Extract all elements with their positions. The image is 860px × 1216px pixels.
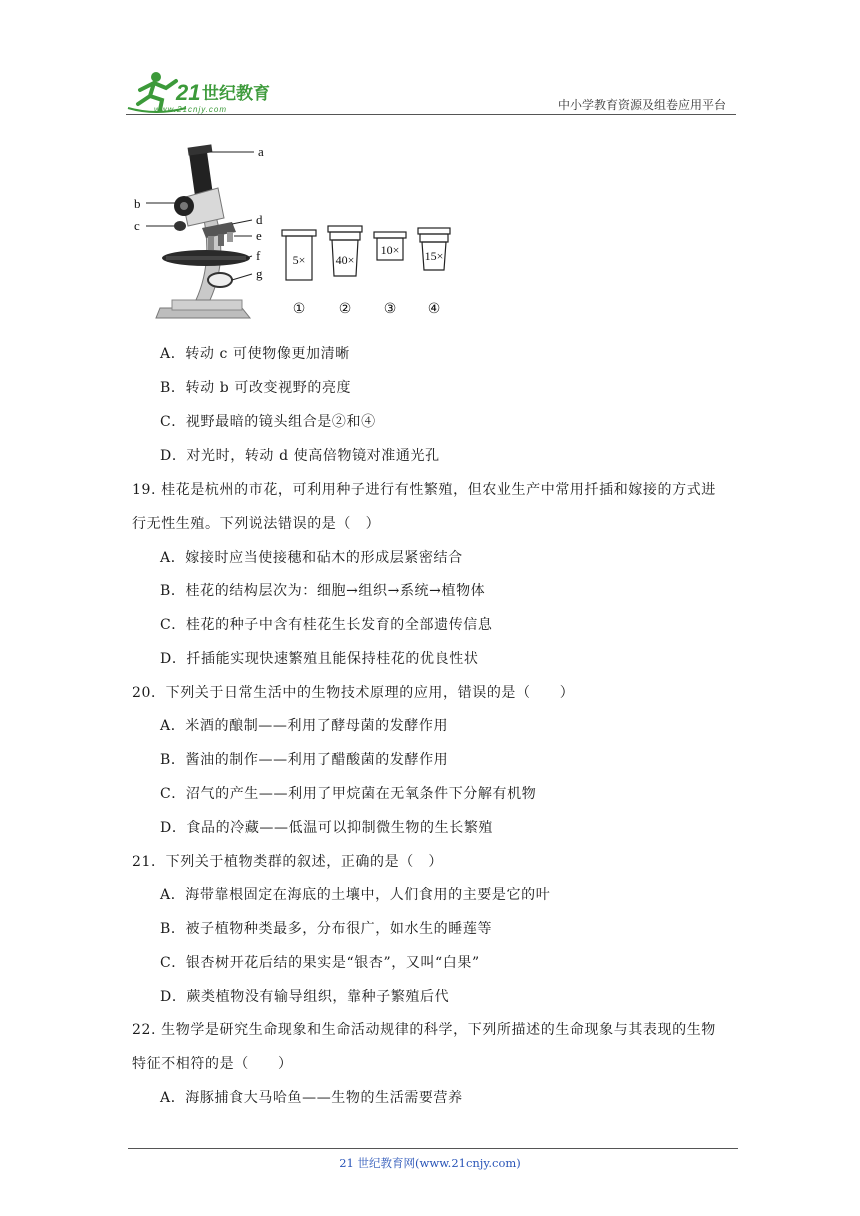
site-logo: [126, 68, 296, 114]
q20-option-d: D．食品的冷藏——低温可以抑制微生物的生长繁殖: [160, 820, 494, 836]
q20-stem: 20．下列关于日常生活中的生物技术原理的应用，错误的是（ ）: [132, 685, 575, 701]
q21-option-d: D．蕨类植物没有输导组织，靠种子繁殖后代: [160, 989, 450, 1005]
q19-option-c: C．桂花的种子中含有桂花生长发育的全部遗传信息: [160, 617, 493, 633]
q19-option-a: A．嫁接时应当使接穗和砧木的形成层紧密结合: [160, 550, 463, 566]
label-c: c: [134, 218, 140, 233]
svg-text:www.21cnjy.com: www.21cnjy.com: [154, 105, 227, 114]
label-e: e: [256, 228, 262, 243]
q21-option-a: A．海带靠根固定在海底的土壤中，人们食用的主要是它的叶: [160, 887, 551, 903]
q19-stem-line-1: 19. 桂花是杭州的市花，可利用种子进行有性繁殖，但农业生产中常用扦插和嫁接的方式进: [132, 482, 716, 498]
svg-text:世纪教育: 世纪教育: [202, 84, 270, 104]
q22-stem-line-1: 22. 生物学是研究生命现象和生命活动规律的科学，下列所描述的生命现象与其表现的生物: [132, 1022, 716, 1038]
lens-2-number: ②: [338, 301, 352, 317]
microscope-figure: [132, 140, 472, 326]
lens-3-mag: 10×: [380, 243, 400, 257]
q18-option-b: B．转动 b 可改变视野的亮度: [160, 380, 352, 396]
label-d: d: [256, 212, 263, 227]
header-divider: [126, 114, 736, 115]
label-b: b: [134, 196, 141, 211]
platform-title: 中小学教育资源及组卷应用平台: [557, 98, 726, 112]
q18-option-a: A．转动 c 可使物像更加清晰: [160, 346, 350, 362]
label-a: a: [258, 144, 264, 159]
q21-option-b: B．被子植物种类最多，分布很广，如水生的睡莲等: [160, 921, 493, 937]
svg-text:21: 21: [176, 80, 201, 105]
lens-1-number: ①: [292, 301, 306, 317]
q20-option-a: A．米酒的酿制——利用了酵母菌的发酵作用: [160, 718, 449, 734]
q20-option-b: B．酱油的制作——利用了醋酸菌的发酵作用: [160, 752, 449, 768]
lens-2-mag: 40×: [335, 253, 355, 267]
label-g: g: [256, 266, 263, 281]
q22-option-a: A．海豚捕食大马哈鱼——生物的生活需要营养: [160, 1090, 463, 1106]
q21-stem: 21．下列关于植物类群的叙述，正确的是（ ）: [132, 854, 444, 870]
q22-stem-line-2: 特征不相符的是（ ）: [132, 1056, 293, 1072]
page-header: [126, 68, 736, 118]
lens-1-mag: 5×: [292, 253, 306, 267]
lens-3-number: ③: [383, 301, 397, 317]
q19-option-d: D．扦插能实现快速繁殖且能保持桂花的优良性状: [160, 651, 479, 667]
label-f: f: [256, 248, 261, 263]
q21-option-c: C．银杏树开花后结的果实是“银杏”，又叫“白果”: [160, 955, 480, 971]
q19-stem-line-2: 行无性生殖。下列说法错误的是（ ）: [132, 516, 381, 532]
q18-option-c: C．视野最暗的镜头组合是②和④: [160, 414, 376, 430]
q20-option-c: C．沼气的产生——利用了甲烷菌在无氧条件下分解有机物: [160, 786, 537, 802]
lens-4-number: ④: [427, 301, 441, 317]
footer-divider: [128, 1148, 738, 1149]
footer-link[interactable]: 21 世纪教育网(www.21cnjy.com): [339, 1156, 521, 1170]
q19-option-b: B．桂花的结构层次为：细胞→组织→系统→植物体: [160, 583, 486, 599]
lens-4-mag: 15×: [424, 249, 444, 263]
q18-option-d: D．对光时，转动 d 使高倍物镜对准通光孔: [160, 448, 440, 464]
